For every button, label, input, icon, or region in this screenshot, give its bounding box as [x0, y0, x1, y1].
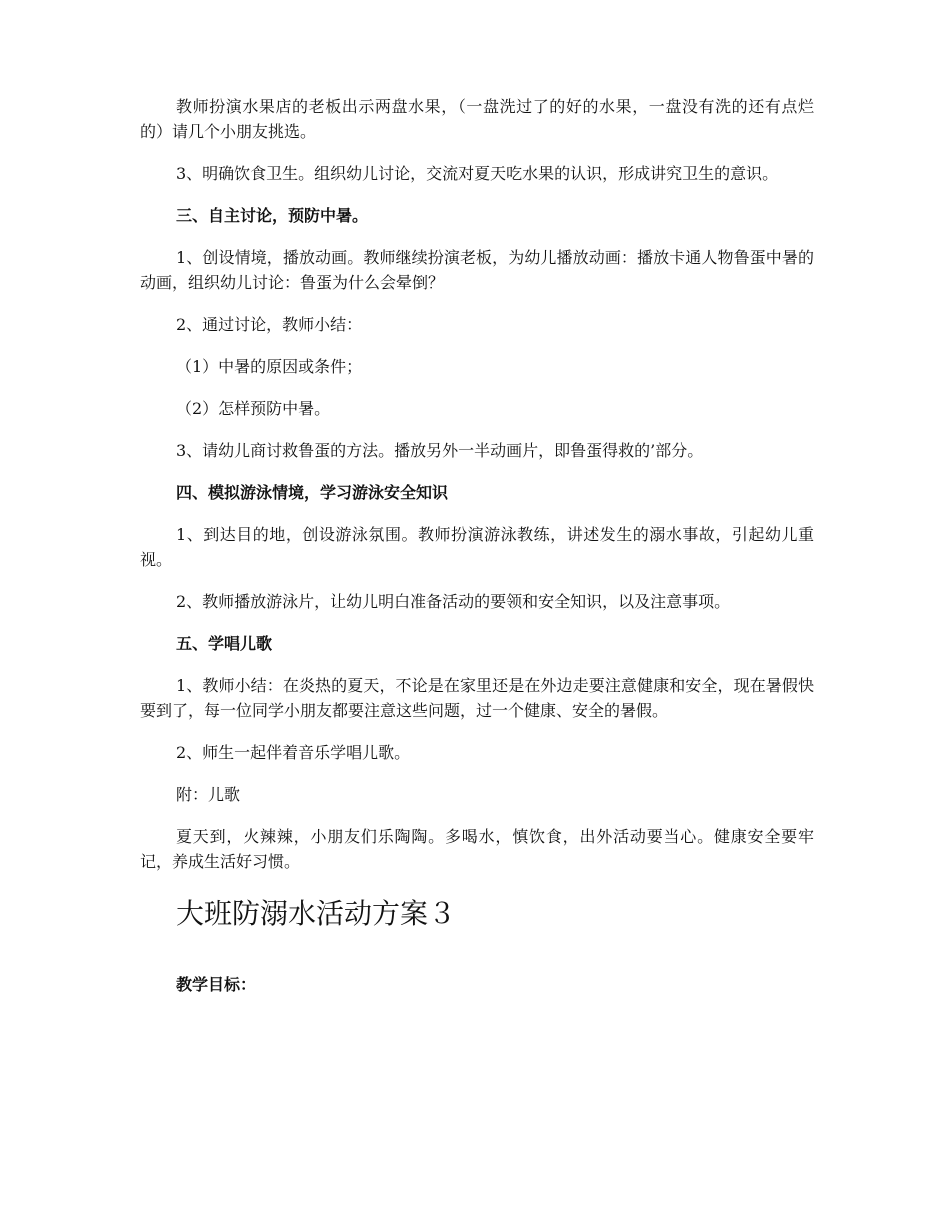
- paragraph-food-hygiene: 3、明确饮食卫生。组织幼儿讨论，交流对夏天吃水果的认识，形成讲究卫生的意识。: [176, 164, 779, 183]
- paragraph-teacher-summary: 2、通过讨论，教师小结：: [176, 315, 363, 334]
- paragraph-fruit-shop: 教师扮演水果店的老板出示两盘水果，（一盘洗过了的好的水果，一盘没有洗的还有点烂的）请几个小朋友挑选。: [140, 97, 814, 141]
- paragraph-summary: 1、教师小结：在炎热的夏天，不论是在家里还是在外边走要注意健康和安全，现在暑假快要到了，每一位同学小朋友都要注意这些问题，过一个健康、安全的暑假。: [140, 676, 814, 720]
- heading-heatstroke: 三、自主讨论，预防中暑。: [176, 206, 369, 225]
- paragraph-song-lyrics: 夏天到，火辣辣，小朋友们乐陶陶。多喝水，慎饮食，出外活动要当心。健康安全要牢记，养成生活好习惯。: [140, 827, 814, 871]
- subheading-objectives: 教学目标：: [176, 975, 257, 994]
- heading-swimming: 四、模拟游泳情境，学习游泳安全知识: [176, 483, 449, 502]
- list-item-causes: （1）中暑的原因或条件；: [176, 357, 363, 376]
- list-item-prevention: （2）怎样预防中暑。: [176, 399, 331, 418]
- paragraph-appendix: 附：儿歌: [176, 785, 241, 804]
- body-text: [140, 94, 814, 874]
- document-page: [140, 94, 814, 997]
- paragraph-swim-scene: 1、到达目的地，创设游泳氛围。教师扮演游泳教练，讲述发生的溺水事故，引起幼儿重视。: [140, 525, 814, 569]
- paragraph-swim-film: 2、教师播放游泳片，让幼儿明白准备活动的要领和安全知识，以及注意事项。: [176, 592, 731, 611]
- section-title: 大班防溺水活动方案３: [176, 897, 457, 930]
- heading-song: 五、学唱儿歌: [176, 634, 273, 653]
- paragraph-sing-along: 2、师生一起伴着音乐学唱儿歌。: [176, 743, 411, 762]
- paragraph-animation: 1、创设情境，播放动画。教师继续扮演老板，为幼儿播放动画：播放卡通人物鲁蛋中暑的动画，组织幼儿讨论：鲁蛋为什么会晕倒？: [140, 248, 814, 292]
- paragraph-rescue: 3、请幼儿商讨救鲁蛋的方法。播放另外一半动画片，即鲁蛋得救的’部分。: [176, 441, 704, 460]
